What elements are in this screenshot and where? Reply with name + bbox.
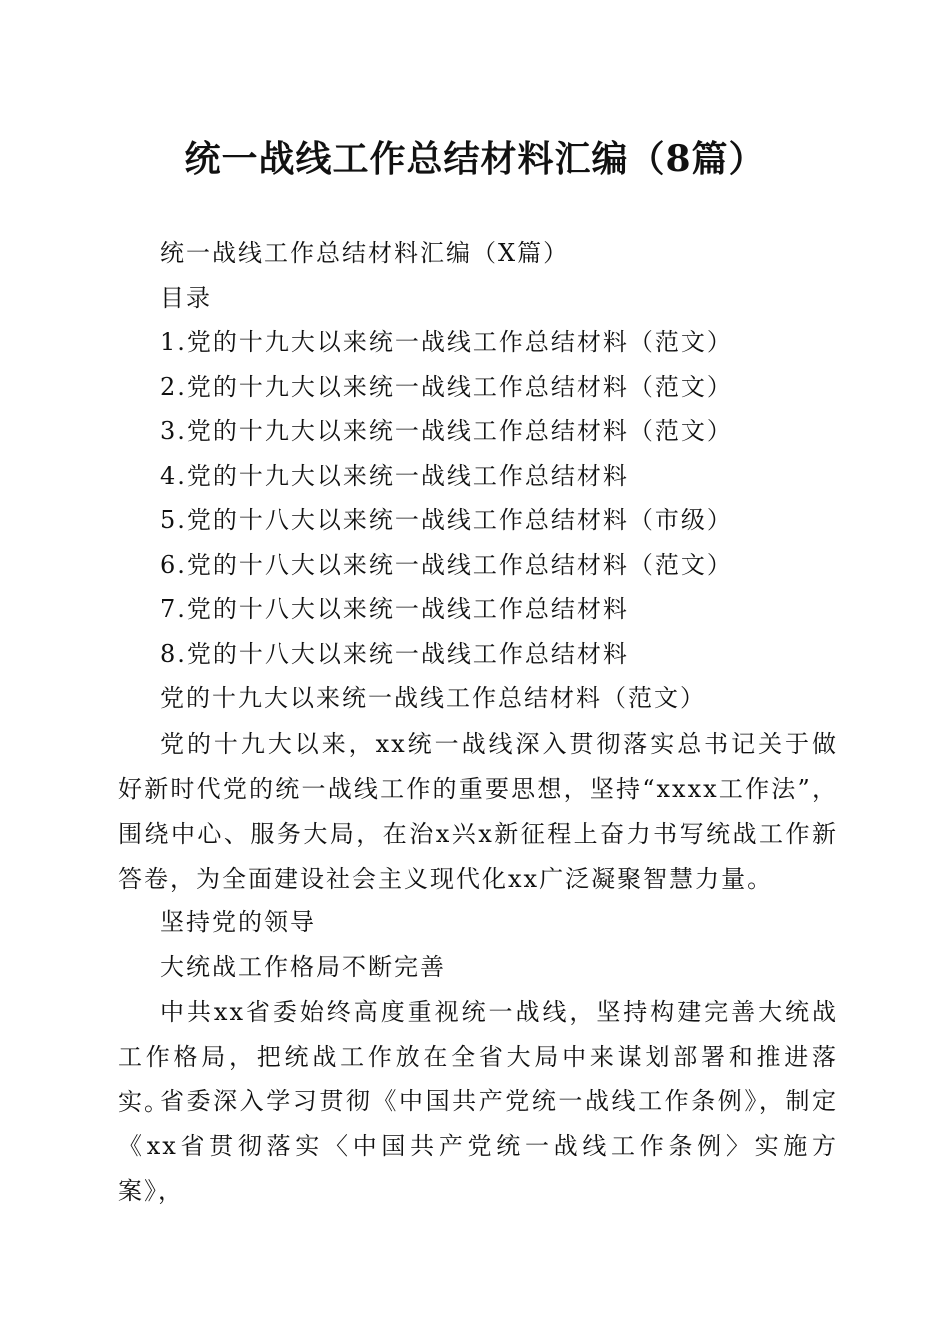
body-paragraph: 省委深入学习贯彻《中国共产党统一战线工作条例》，制定《xx省贯彻落实〈中国共产党统一战线工作条例〉实施方案》， (118, 1087, 838, 1205)
toc-item: 2.党的十九大以来统一战线工作总结材料（范文） (160, 373, 733, 401)
toc-item: 7.党的十八大以来统一战线工作总结材料 (160, 595, 629, 623)
section-heading: 大统战工作格局不断完善 (160, 953, 446, 981)
body-paragraph: 党的十九大以来，xx统一战线深入贯彻落实总书记关于做好新时代党的统一战线工作的重要思想，坚持“xxxx工作法”，围绕中心、服务大局，在治x兴x新征程上奋力书写统战工作新答卷，为全面建设社会主义现代化xx广泛凝聚智慧力量。 (118, 730, 838, 893)
toc-item: 1.党的十九大以来统一战线工作总结材料（范文） (160, 328, 733, 356)
body-paragraph: 中共xx省委始终高度重视统一战线，坚持构建完善大统战工作格局，把统战工作放在全省大局中来谋划部署和推进落实。 (118, 998, 838, 1116)
toc-item: 4.党的十九大以来统一战线工作总结材料 (160, 462, 629, 490)
toc-item: 5.党的十八大以来统一战线工作总结材料（市级） (160, 506, 733, 534)
toc-item: 8.党的十八大以来统一战线工作总结材料 (160, 640, 629, 668)
toc-item: 6.党的十八大以来统一战线工作总结材料（范文） (160, 551, 733, 579)
document-subtitle: 统一战线工作总结材料汇编（X篇） (160, 239, 570, 267)
toc-item: 3.党的十九大以来统一战线工作总结材料（范文） (160, 417, 733, 445)
document-title: 统一战线工作总结材料汇编（8篇） (184, 138, 766, 180)
section-heading: 坚持党的领导 (160, 908, 316, 936)
section-title: 党的十九大以来统一战线工作总结材料（范文） (160, 684, 706, 712)
toc-heading: 目录 (160, 284, 212, 312)
